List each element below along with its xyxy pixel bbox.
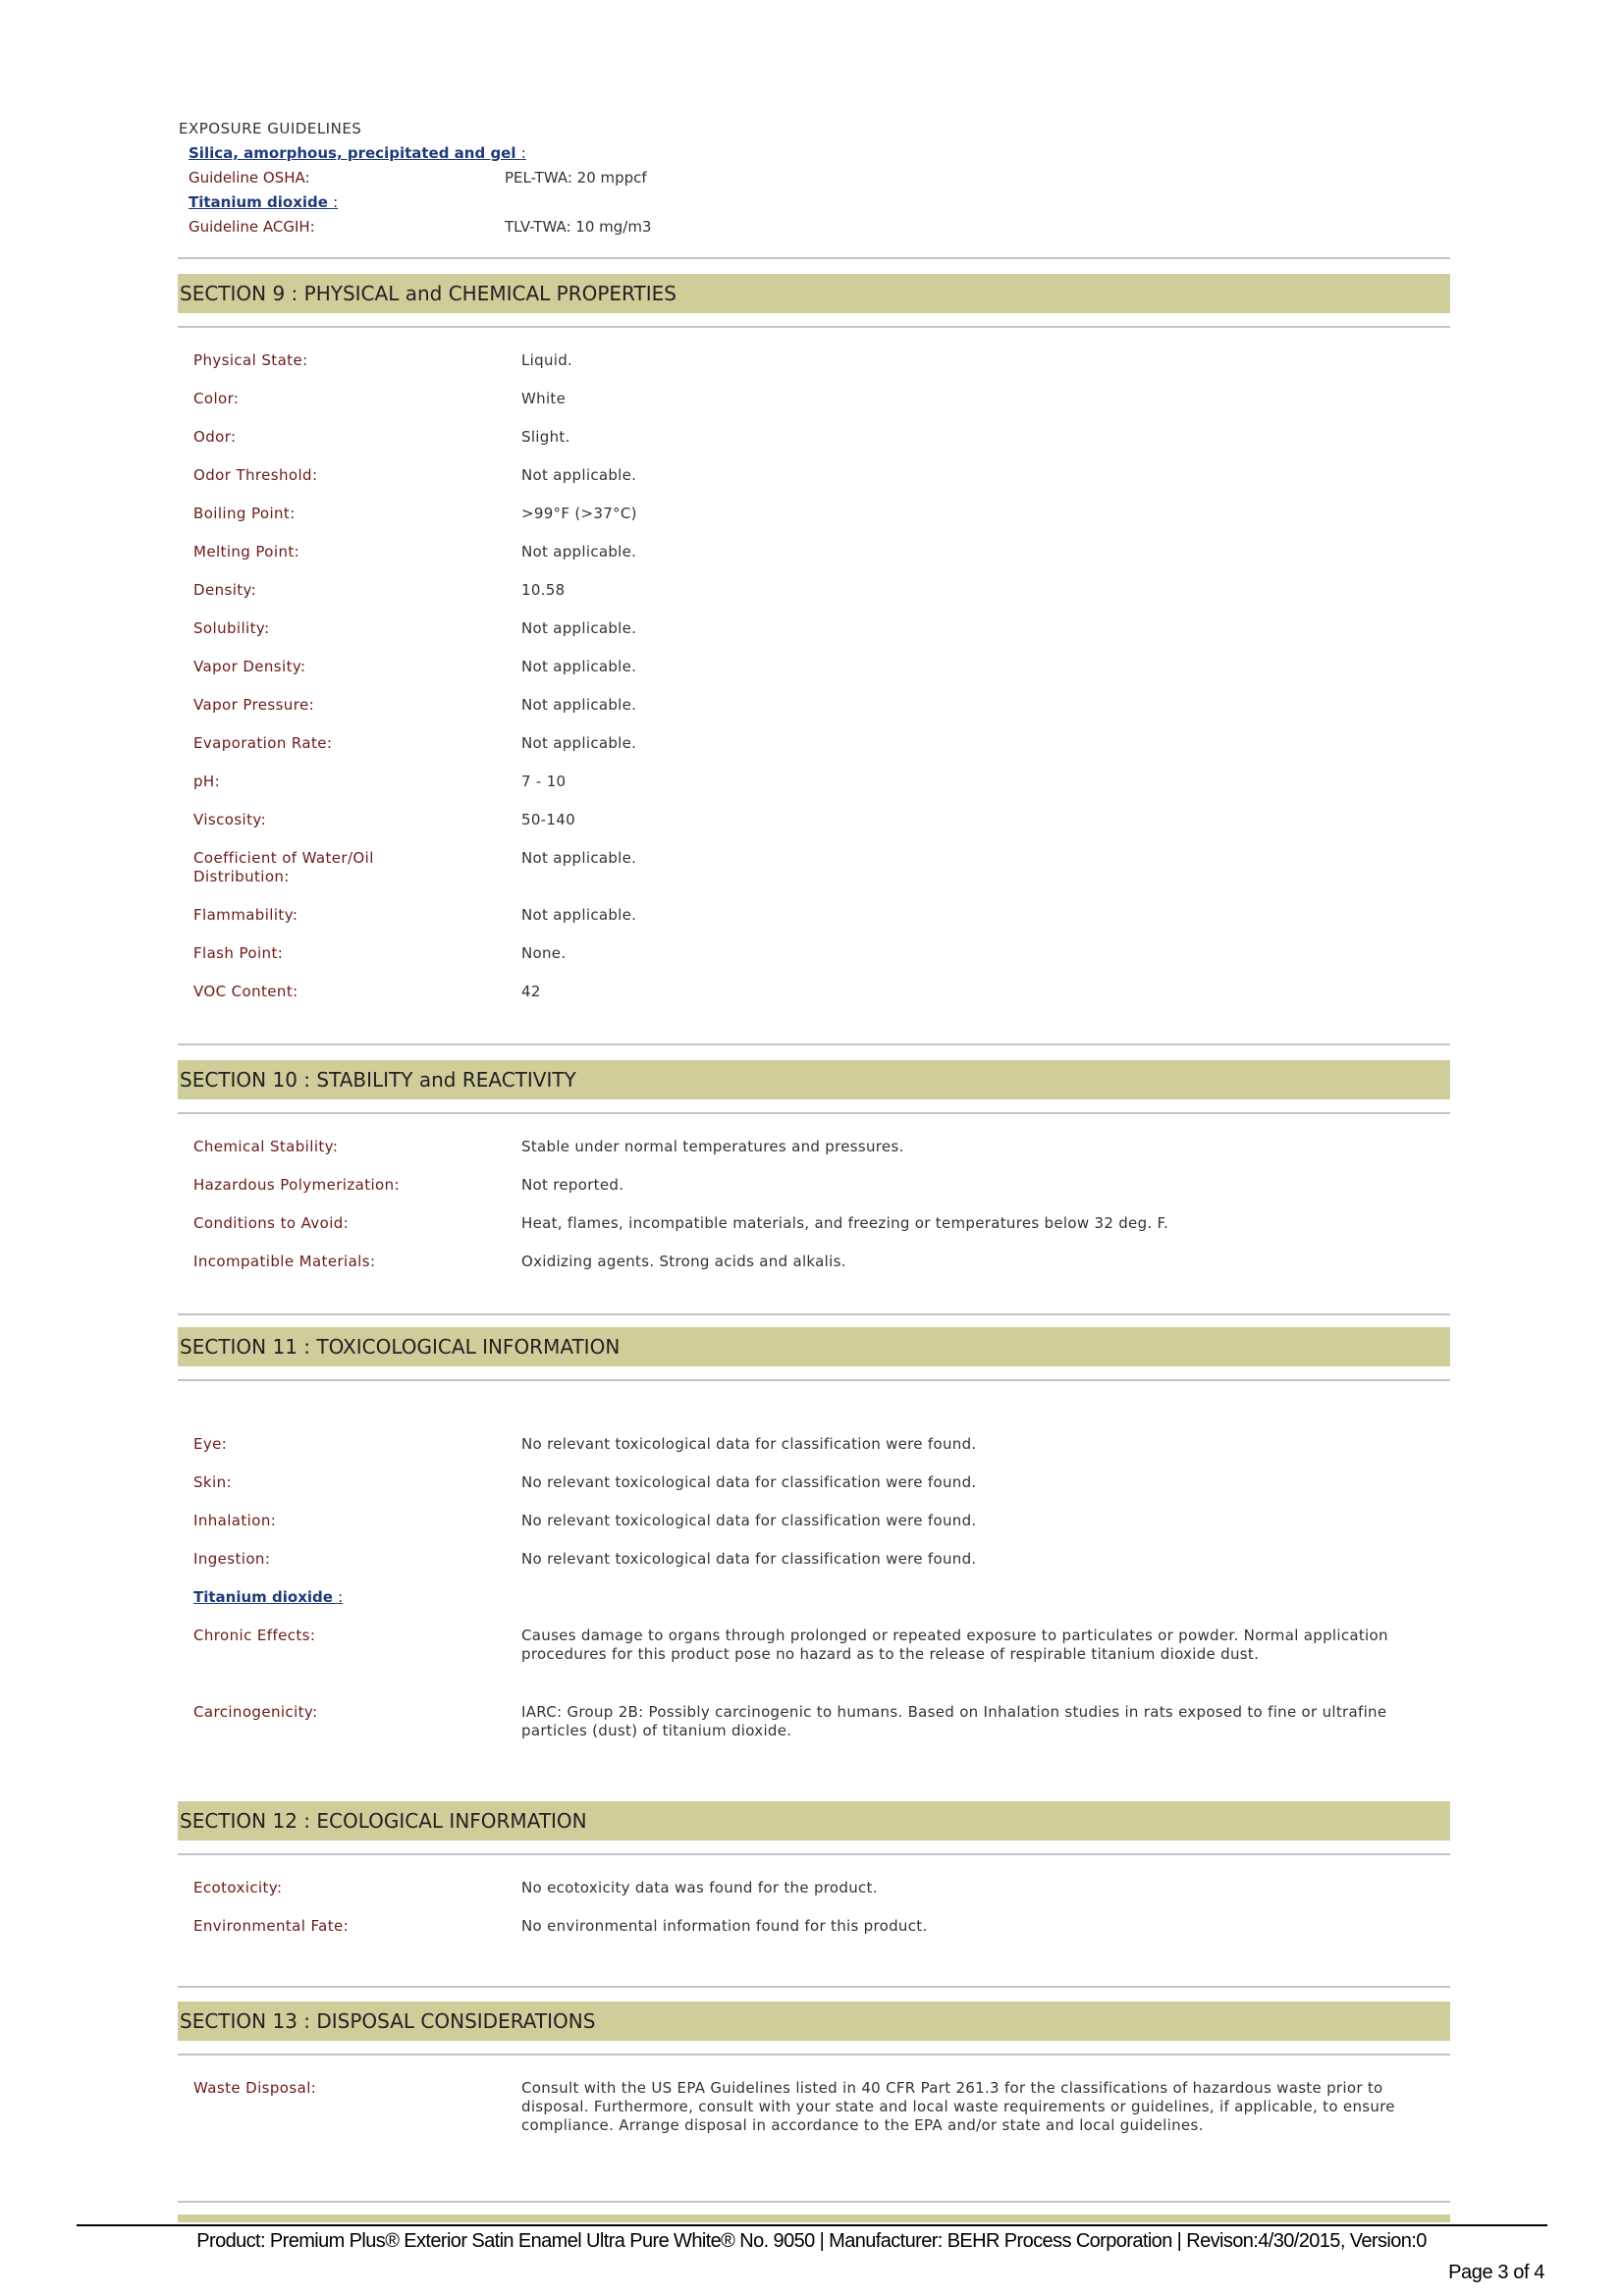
row-value: Oxidizing agents. Strong acids and alkalis. <box>521 1253 846 1270</box>
row-value: Not applicable. <box>521 849 637 867</box>
row-label: Conditions to Avoid: <box>193 1214 350 1232</box>
row-label: Incompatible Materials: <box>193 1253 376 1270</box>
row-label: Odor: <box>193 428 237 446</box>
row-label: Evaporation Rate: <box>193 734 333 752</box>
section-divider <box>178 1986 1450 1988</box>
guideline-value: TLV-TWA: 10 mg/m3 <box>505 218 652 236</box>
row-value: Slight. <box>521 428 570 446</box>
row-label: Carcinogenicity: <box>193 1703 318 1721</box>
property-list <box>178 1855 1450 1973</box>
row-label: Solubility: <box>193 619 270 637</box>
section-header: SECTION 11 : TOXICOLOGICAL INFORMATION <box>178 1327 1450 1366</box>
row-label: Melting Point: <box>193 543 300 561</box>
exposure-substance-silica: Silica, amorphous, precipitated and gel : <box>189 144 526 162</box>
section-header: SECTION 12 : ECOLOGICAL INFORMATION <box>178 1801 1450 1841</box>
section-header-fragment <box>178 2215 1450 2222</box>
row-label: Odor Threshold: <box>193 466 318 484</box>
property-list <box>178 328 1450 1015</box>
substance-link[interactable]: Titanium dioxide <box>189 193 328 211</box>
property-list <box>178 2056 1450 2183</box>
footer-product-info: Product: Premium Plus® Exterior Satin Enamel Ultra Pure White® No. 9050 | Manufacturer: BEHR Process Corporation | Revison:4/30/2015, Version:0 <box>196 2230 1427 2252</box>
row-value: 50-140 <box>521 811 575 828</box>
row-value: No relevant toxicological data for classification were found. <box>521 1435 977 1453</box>
row-value: Not reported. <box>521 1176 624 1194</box>
substance-link[interactable]: Titanium dioxide <box>193 1588 333 1606</box>
row-label: Ecotoxicity: <box>193 1879 283 1896</box>
guideline-label: Guideline OSHA: <box>189 169 310 187</box>
row-value: No relevant toxicological data for classification were found. <box>521 1473 977 1491</box>
row-value: Heat, flames, incompatible materials, and freezing or temperatures below 32 deg. F. <box>521 1214 1169 1232</box>
row-label: Coefficient of Water/Oil Distribution: <box>193 849 374 885</box>
row-value: Stable under normal temperatures and pressures. <box>521 1138 904 1155</box>
exposure-substance-titanium: Titanium dioxide : <box>189 193 339 211</box>
section-header: SECTION 9 : PHYSICAL and CHEMICAL PROPERTIES <box>178 274 1450 313</box>
row-label: Flash Point: <box>193 944 284 962</box>
row-label: Color: <box>193 390 240 407</box>
exposure-guidelines <box>179 116 1455 240</box>
row-value: Not applicable. <box>521 619 637 637</box>
property-list: Eye: No relevant toxicological data for classification were found. Skin: No relevant toxicological data for classification were found. Inhalation: No relevant toxicological data for classification were found. Ingestion: No relevant toxicological data for classification were found. Titanium dioxide : Chronic Effects: Causes damage to organs through prolonged or repeated exposure to particulates or powder. Normal application procedures for this product pose no hazard as to the release of respirable titanium dioxide dust. Carcinogenicity: IARC: Group 2B: Possibly carcinogenic to humans. Based on Inhalation studies in rats exposed to fine or ultrafine particles (dust) of titanium dioxide. <box>178 1381 1450 1774</box>
section-13 <box>178 1986 1450 2183</box>
row-label: Density: <box>193 581 257 599</box>
row-value: White <box>521 390 567 407</box>
row-value: No environmental information found for this product. <box>521 1917 928 1935</box>
row-value: Not applicable. <box>521 696 637 714</box>
row-label: VOC Content: <box>193 983 298 1000</box>
section-divider <box>178 1313 1450 1315</box>
row-value: IARC: Group 2B: Possibly carcinogenic to humans. Based on Inhalation studies in rats exposed to fine or ultrafine particles (dust) of titanium dioxide. <box>521 1703 1387 1739</box>
row-value: Not applicable. <box>521 466 637 484</box>
row-label: Ingestion: <box>193 1550 271 1568</box>
exposure-guideline-row <box>179 166 1455 190</box>
row-label: Viscosity: <box>193 811 267 828</box>
row-label: Inhalation: <box>193 1512 277 1529</box>
row-value: Not applicable. <box>521 658 637 675</box>
row-value: 10.58 <box>521 581 566 599</box>
row-value: Not applicable. <box>521 906 637 924</box>
section-divider <box>178 257 1450 259</box>
row-value: 42 <box>521 983 541 1000</box>
row-label: Hazardous Polymerization: <box>193 1176 400 1194</box>
row-label: Chemical Stability: <box>193 1138 339 1155</box>
row-value: Not applicable. <box>521 543 637 561</box>
row-label: pH: <box>193 773 221 790</box>
row-value: >99°F (>37°C) <box>521 505 637 522</box>
section-11 <box>178 1313 1450 1774</box>
section-header: SECTION 13 : DISPOSAL CONSIDERATIONS <box>178 2002 1450 2041</box>
section-14-start <box>178 2201 1450 2222</box>
row-label: Skin: <box>193 1473 232 1491</box>
row-value: Consult with the US EPA Guidelines listed in 40 CFR Part 261.3 for the classifications of hazardous waste prior to disposal. Furthermore, consult with your state and local waste requirements or guidelines, if applicable, to ensure compliance. Arrange disposal in accordance to the EPA and/or state and local guidelines. <box>521 2079 1395 2134</box>
row-label: Eye: <box>193 1435 228 1453</box>
section-divider <box>178 1043 1450 1045</box>
row-label: Vapor Density: <box>193 658 306 675</box>
guideline-value: PEL-TWA: 20 mppcf <box>505 169 647 187</box>
row-value: No ecotoxicity data was found for the product. <box>521 1879 878 1896</box>
row-value: 7 - 10 <box>521 773 567 790</box>
footer-divider <box>77 2224 1547 2226</box>
section-10 <box>178 1043 1450 1286</box>
row-label: Chronic Effects: <box>193 1627 316 1644</box>
row-value: No relevant toxicological data for classification were found. <box>521 1550 977 1568</box>
section-9 <box>178 257 1450 1015</box>
page-number: Page 3 of 4 <box>1448 2262 1544 2283</box>
row-value: No relevant toxicological data for classification were found. <box>521 1512 977 1529</box>
row-value: Not applicable. <box>521 734 637 752</box>
row-label: Environmental Fate: <box>193 1917 350 1935</box>
row-label: Flammability: <box>193 906 298 924</box>
row-label: Vapor Pressure: <box>193 696 315 714</box>
row-label: Waste Disposal: <box>193 2079 317 2097</box>
exposure-guideline-row <box>179 215 1455 240</box>
row-label: Physical State: <box>193 351 308 369</box>
substance-link[interactable]: Silica, amorphous, precipitated and gel <box>189 144 516 162</box>
section-12 <box>178 1787 1450 1973</box>
row-label: Boiling Point: <box>193 505 296 522</box>
row-value: Liquid. <box>521 351 573 369</box>
row-value: None. <box>521 944 567 962</box>
section-divider <box>178 2201 1450 2203</box>
section-header: SECTION 10 : STABILITY and REACTIVITY <box>178 1060 1450 1099</box>
guideline-label: Guideline ACGIH: <box>189 218 315 236</box>
exposure-title: EXPOSURE GUIDELINES <box>179 120 362 137</box>
row-value: Causes damage to organs through prolonged or repeated exposure to particulates or powder. Normal application procedures for this product pose no hazard as to the release of respirable titanium dioxide dust. <box>521 1627 1388 1663</box>
property-list <box>178 1114 1450 1286</box>
